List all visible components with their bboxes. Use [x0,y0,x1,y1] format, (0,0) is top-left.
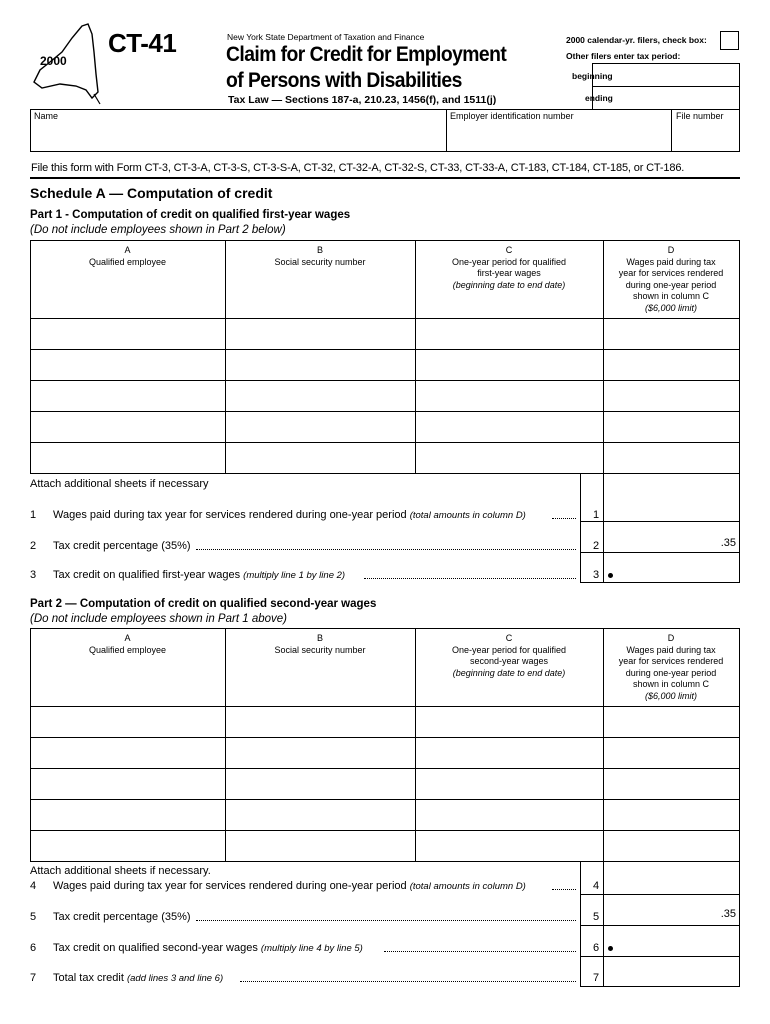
part2-col-c-header: C One-year period for qualified second-year wages (beginning date to end date) [451,633,567,678]
line4-amount-input[interactable] [605,872,738,893]
line7-box-label: 7 [593,972,600,984]
line3-text: Tax credit on qualified first-year wages (multiply line 1 by line 2) [53,569,346,581]
part1-period-input[interactable] [417,382,602,410]
part1-col-b-header: B Social security number [274,245,366,267]
form-number: CT-41 [108,28,177,58]
line6-number: 6 [30,942,37,954]
line6-bullet-icon [608,946,613,951]
line2-text: Tax credit percentage (35%) [53,540,191,552]
part2-subtitle: (Do not include employees shown in Part 1 above) [30,613,287,625]
part1-ssn-input[interactable] [227,382,414,410]
name-label: Name [34,111,59,121]
part2-ssn-input[interactable] [227,708,414,736]
line1-text: Wages paid during tax year for services rendered during one-year period (total amounts in column D) [53,509,526,521]
calendar-year-checkbox[interactable] [720,31,739,50]
part2-employee-input[interactable] [32,832,224,860]
line6-box-label: 6 [593,942,600,954]
part2-col-d-header: D Wages paid during tax year for services rendered during one-year period shown in column C ($6,000 limit) [618,633,724,701]
part1-attach-note: Attach additional sheets if necessary [30,478,209,490]
part2-employee-input[interactable] [32,739,224,767]
part1-ssn-input[interactable] [227,444,414,472]
line7-number: 7 [30,972,37,984]
part2-wages-input[interactable] [605,832,738,860]
period-beginning-input[interactable] [592,63,740,87]
part1-employee-input[interactable] [32,382,224,410]
part1-period-input[interactable] [417,444,602,472]
tax-law-reference: Tax Law — Sections 187-a, 210.23, 1456(f), and 1511(j) [228,94,497,106]
part2-period-input[interactable] [417,832,602,860]
part1-wages-input[interactable] [605,320,738,348]
line3-amount-input[interactable] [615,560,738,581]
line2-number: 2 [30,540,37,552]
form-title-line2: of Persons with Disabilities [226,69,462,92]
line4-number: 4 [30,880,37,892]
file-number-input[interactable] [673,122,737,148]
line1-box-label: 1 [593,509,600,521]
form-title-line1: Claim for Credit for Employment [226,43,507,66]
part1-col-d-header: D Wages paid during tax year for services rendered during one-year period shown in column C ($6,000 limit) [618,245,724,313]
part1-employee-input[interactable] [32,444,224,472]
part1-subtitle: (Do not include employees shown in Part 2 below) [30,224,286,236]
part1-wages-input[interactable] [605,413,738,441]
part2-employee-input[interactable] [32,770,224,798]
part1-period-input[interactable] [417,320,602,348]
part2-wages-table [30,628,740,862]
part1-ssn-input[interactable] [227,320,414,348]
part2-period-input[interactable] [417,708,602,736]
name-input[interactable] [32,122,444,148]
part2-period-input[interactable] [417,770,602,798]
part2-employee-input[interactable] [32,708,224,736]
line3-box-label: 3 [593,569,600,581]
line2-value: .35 [720,537,736,549]
part2-title: Part 2 — Computation of credit on qualified second-year wages [30,598,377,610]
line5-text: Tax credit percentage (35%) [53,911,191,923]
file-number-label: File number [676,111,724,121]
line7-text: Total tax credit (add lines 3 and line 6) [53,972,224,984]
ein-label: Employer identification number [450,111,574,121]
line5-box-label: 5 [593,911,600,923]
part2-col-a-header: A Qualified employee [88,633,167,655]
part1-period-input[interactable] [417,413,602,441]
part2-period-input[interactable] [417,739,602,767]
part2-period-input[interactable] [417,801,602,829]
line1-number: 1 [30,509,37,521]
part1-col-c-header: C One-year period for qualified first-year wages (beginning date to end date) [451,245,567,290]
line3-bullet-icon [608,573,613,578]
line3-number: 3 [30,569,37,581]
part1-title: Part 1 - Computation of credit on qualified first-year wages [30,209,351,221]
part1-employee-input[interactable] [32,413,224,441]
part2-wages-input[interactable] [605,770,738,798]
line5-value: .35 [720,908,736,920]
other-filers-label: Other filers enter tax period: [566,51,681,61]
part2-ssn-input[interactable] [227,739,414,767]
part1-wages-input[interactable] [605,382,738,410]
ein-input[interactable] [448,122,669,148]
schedule-a-title: Schedule A — Computation of credit [30,185,273,201]
department-name: New York State Department of Taxation and Finance [227,32,425,42]
line7-amount-input[interactable] [605,964,738,985]
line4-box-label: 4 [593,880,600,892]
beginning-label: beginning [572,71,613,81]
part2-wages-input[interactable] [605,739,738,767]
line6-amount-input[interactable] [615,934,738,955]
part1-col-a-header: A Qualified employee [88,245,167,267]
line4-text: Wages paid during tax year for services rendered during one-year period (total amounts in column D) [53,880,526,892]
part2-wages-input[interactable] [605,801,738,829]
part1-wages-input[interactable] [605,444,738,472]
line1-amount-input[interactable] [605,499,738,520]
line5-number: 5 [30,911,37,923]
year-badge: 2000 [40,54,67,68]
part2-wages-input[interactable] [605,708,738,736]
part1-wages-input[interactable] [605,351,738,379]
line2-box-label: 2 [593,540,600,552]
line6-text: Tax credit on qualified second-year wages (multiply line 4 by line 5) [53,942,363,954]
part1-employee-input[interactable] [32,351,224,379]
part1-period-input[interactable] [417,351,602,379]
part1-ssn-input[interactable] [227,413,414,441]
part1-employee-input[interactable] [32,320,224,348]
part2-employee-input[interactable] [32,801,224,829]
ending-label: ending [585,93,613,103]
part2-col-b-header: B Social security number [274,633,366,655]
calendar-filers-label: 2000 calendar-yr. filers, check box: [566,35,707,45]
file-with-note: File this form with Form CT-3, CT-3-A, CT-3-S, CT-3-S-A, CT-32, CT-32-A, CT-32-S, CT-33, CT-33-A, CT-183, CT-184, CT-185, or CT-186. [31,162,685,174]
part2-ssn-input[interactable] [227,770,414,798]
part2-ssn-input[interactable] [227,832,414,860]
part1-ssn-input[interactable] [227,351,414,379]
period-ending-input[interactable] [592,86,740,110]
part1-wages-table [30,240,740,474]
part2-attach-note: Attach additional sheets if necessary. [30,865,211,877]
part2-ssn-input[interactable] [227,801,414,829]
